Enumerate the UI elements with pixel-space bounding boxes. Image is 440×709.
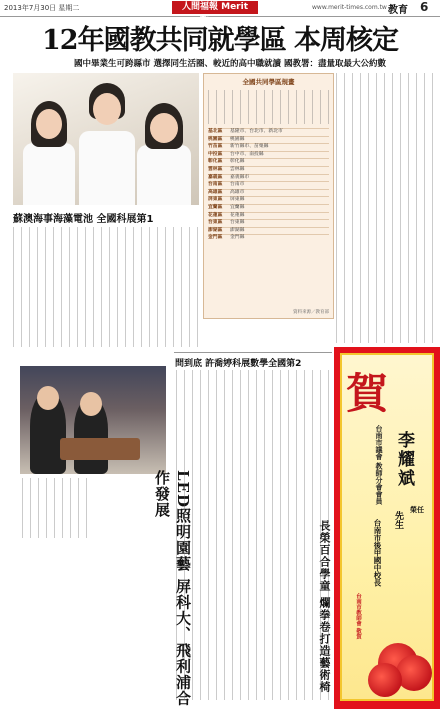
ad-honorific: 先生 [393, 511, 403, 529]
issue-date: 2013年7月30日 星期二 [4, 4, 80, 12]
art-chair-headline: 長榮百合學童 爛拳卷打造藝術椅 [318, 520, 331, 693]
page-number: 6 [420, 0, 429, 14]
website-url: www.merit-times.com.tw [312, 4, 387, 11]
sub-headline: 國中畢業生可跨縣市 選擇同生活圈、較近的高中職就讀 國教署：盡量取最大公約數 [74, 59, 386, 69]
table-row: 高雄區 高雄市 [208, 189, 329, 197]
math-fair-article-body [176, 370, 331, 700]
infobox-source: 資料來源／教育部 [293, 310, 329, 315]
school-district-infobox [203, 73, 334, 319]
led-gardening-photo [20, 366, 166, 474]
congratulation-character: 賀 [346, 369, 389, 418]
ad-new-position: 台南市後甲國中校長 [373, 519, 382, 587]
seaweed-battery-article-body [13, 227, 199, 347]
ad-organization: 台南市議會 教師分會會員 [375, 425, 383, 505]
table-row: 基北區 基隆市、台北市、新北市 [208, 128, 329, 136]
main-headline: 12年國教共同就學區 本周核定 [42, 25, 398, 56]
table-row: 雲林區 雲林縣 [208, 166, 329, 174]
masthead [0, 0, 440, 25]
peony-flower-icon [368, 629, 432, 699]
section-divider [174, 352, 332, 353]
infobox-intro-text [208, 90, 329, 124]
table-row: 竹苗區 新竹縣市、苗栗縣 [208, 143, 329, 151]
table-row: 彰化區 彰化縣 [208, 158, 329, 166]
table-row: 中投區 台中市、南投縣 [208, 151, 329, 159]
ad-sender: 台南市教師會 敬賀 [355, 593, 361, 639]
table-row: 屏東區 屏東縣 [208, 196, 329, 204]
table-row: 桃園區 桃園縣 [208, 136, 329, 144]
lead-article-body [336, 73, 440, 343]
ad-appointed-label: 榮任 [410, 506, 424, 514]
led-article-headline: LED照明園藝 屏科大、飛利浦合作發展 [153, 470, 192, 707]
congratulation-ad [334, 347, 440, 709]
table-row: 花蓮區 花蓮縣 [208, 212, 329, 220]
table-row: 台南區 台南市 [208, 181, 329, 189]
math-fair-headline: 問到底 許喬婷科展數學全國第2 [175, 359, 302, 369]
table-row: 嘉義區 嘉義縣市 [208, 174, 329, 182]
ad-panel [340, 353, 434, 701]
ad-honoree-name: 李耀斌 [394, 431, 414, 488]
students-photo [13, 73, 199, 205]
photo-caption: 蘇澳海事海藻電池 全國科展第1 [13, 214, 154, 225]
table-row: 澎湖區 澎湖縣 [208, 227, 329, 235]
section-name: 教育 [388, 5, 408, 16]
table-row: 台東區 台東縣 [208, 219, 329, 227]
table-row: 宜蘭區 宜蘭縣 [208, 204, 329, 212]
table-row: 金門區 金門縣 [208, 234, 329, 242]
led-photo-caption-text [22, 478, 92, 538]
district-table [208, 128, 329, 242]
infobox-title: 全國共同學區規畫 [242, 78, 295, 86]
newspaper-logo: 人間福報 Merit Times [172, 1, 258, 14]
